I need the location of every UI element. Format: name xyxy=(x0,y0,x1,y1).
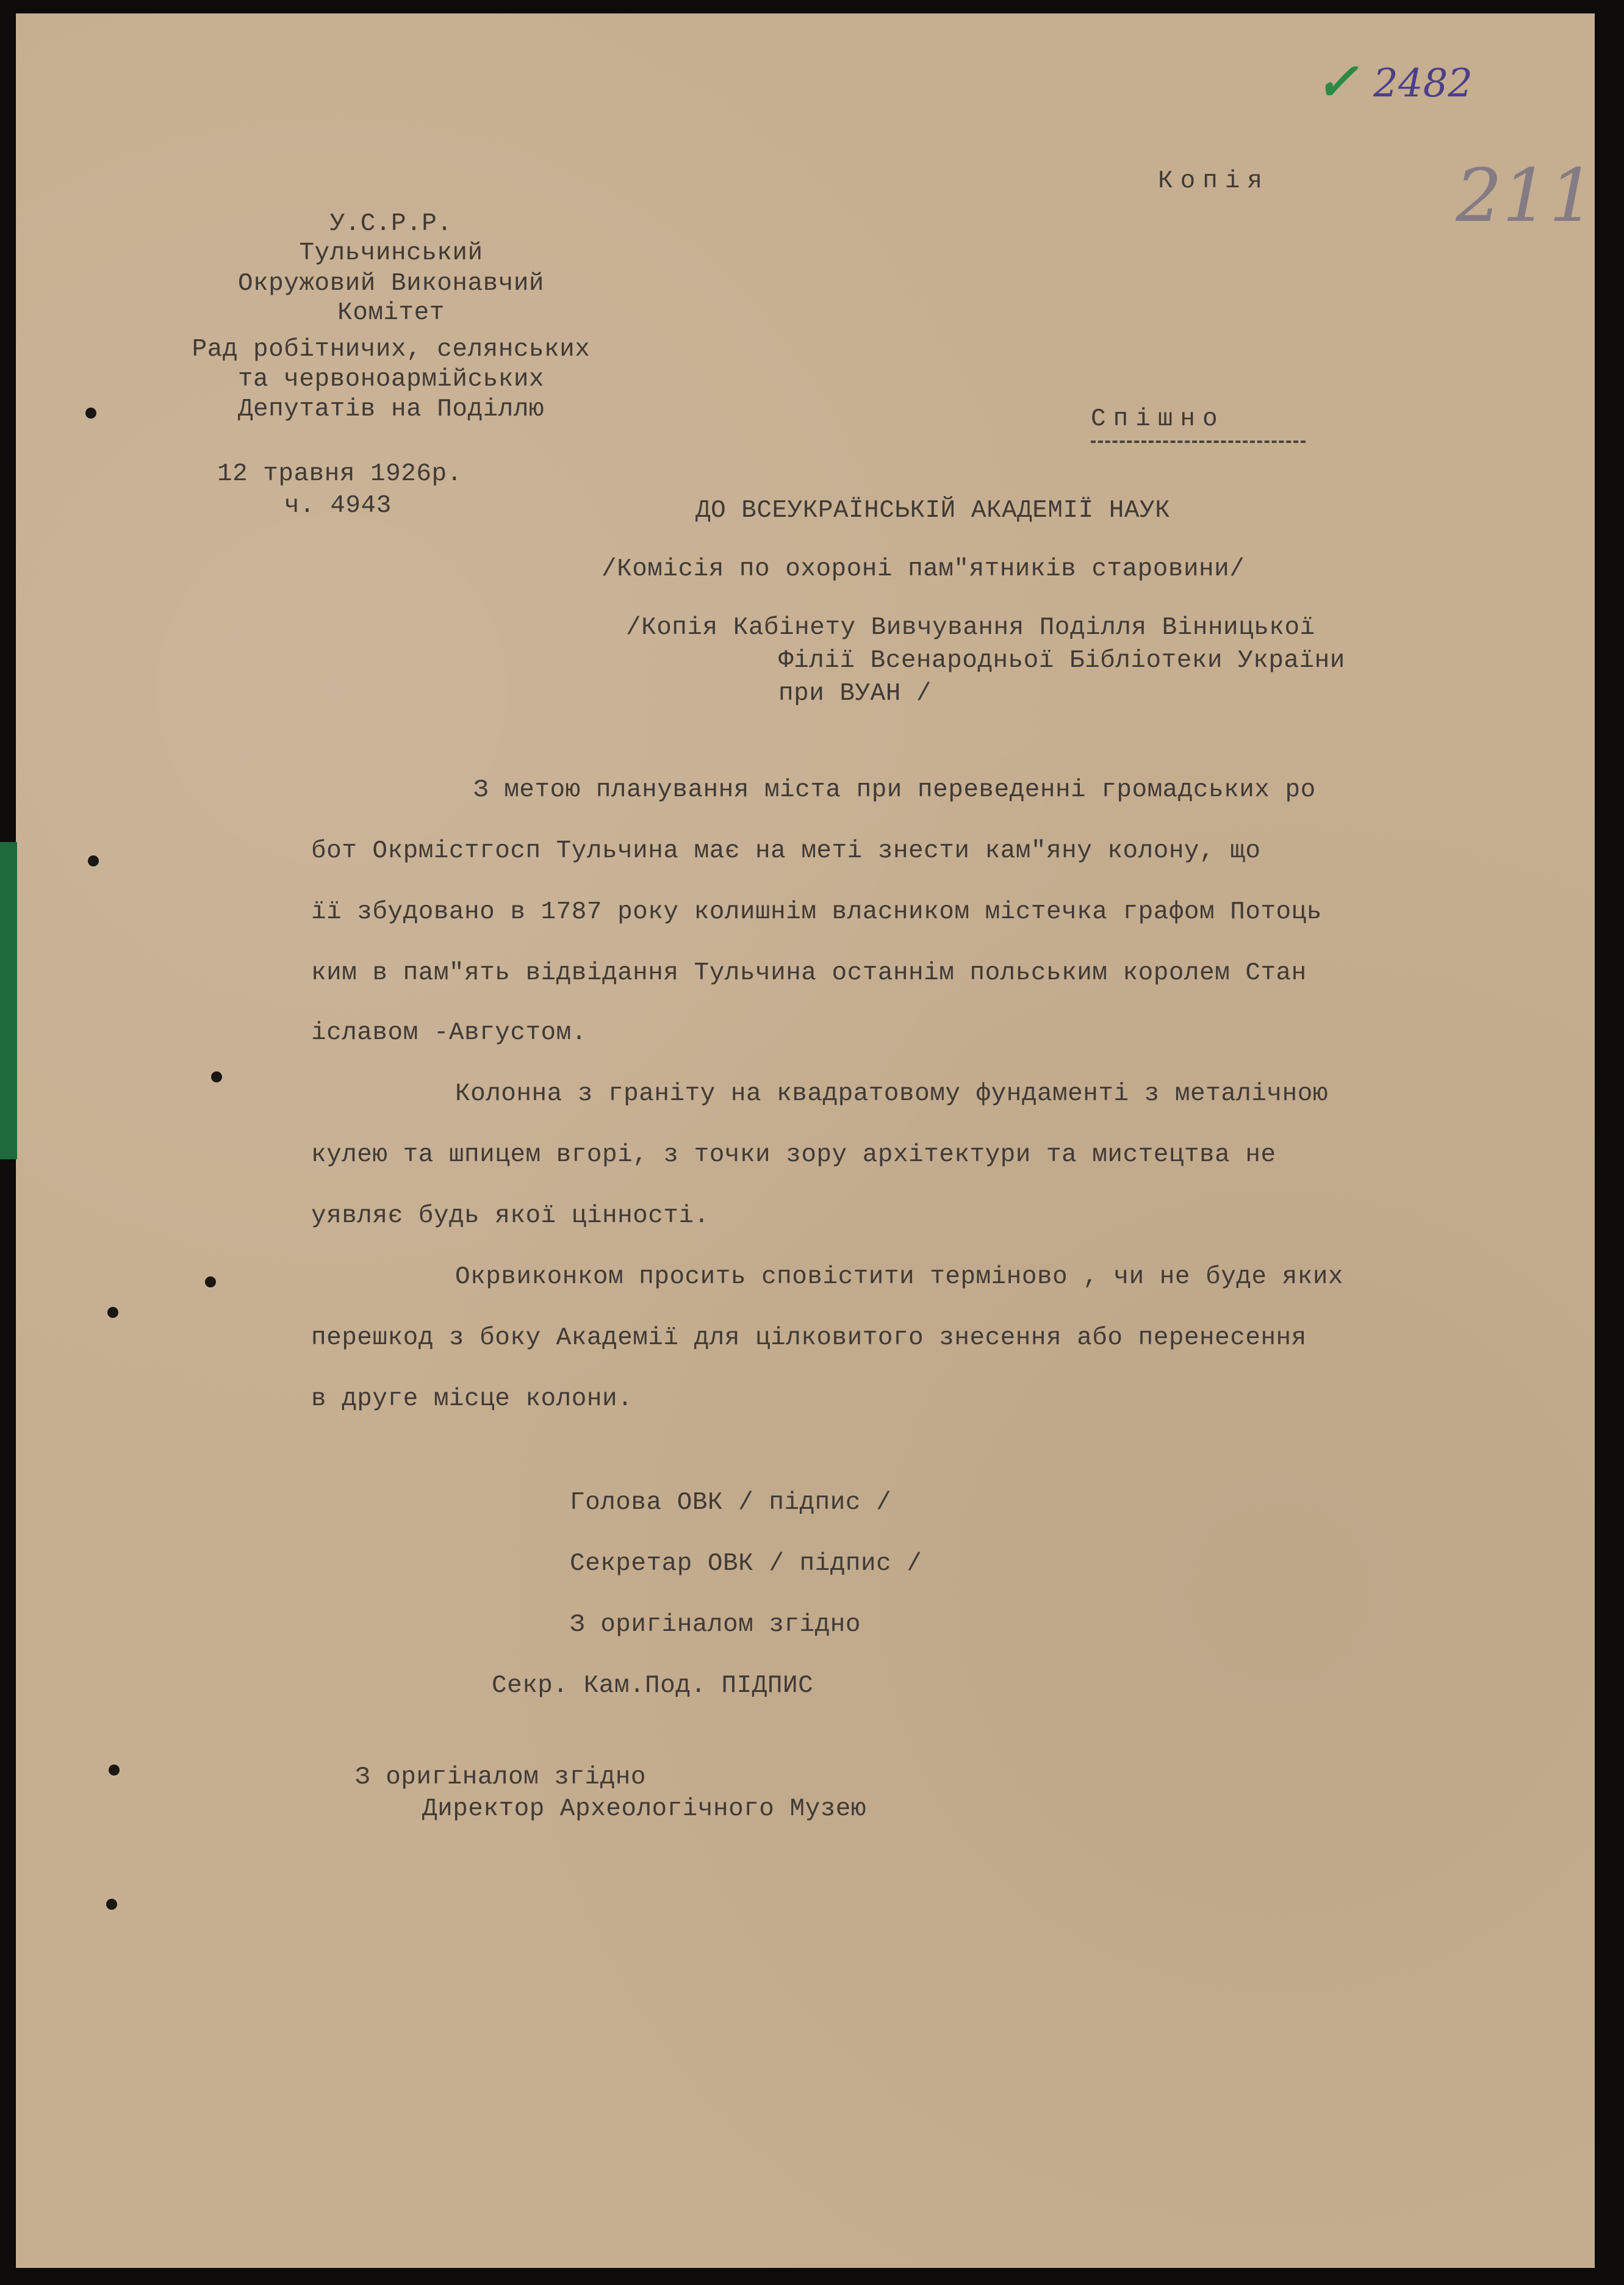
binding-strip xyxy=(0,842,17,1159)
document-page xyxy=(16,13,1595,2268)
document-number: ч. 4943 xyxy=(284,492,392,520)
body-line: її збудовано в 1787 року колишнім власником містечка графом Потоць xyxy=(311,898,1322,926)
signature-line: З оригіналом згідно xyxy=(570,1611,861,1639)
signature-line: Секретар ОВК / підпис / xyxy=(570,1550,922,1578)
copy-label: Копія xyxy=(1158,167,1270,195)
sender-line: та червоноармійських xyxy=(237,365,545,394)
punch-hole xyxy=(85,408,96,419)
archive-number: 2482 xyxy=(1373,61,1473,106)
sender-line: Окружовий Виконавчий xyxy=(237,270,545,298)
body-line: З метою планування міста при переведенні громадських ро xyxy=(473,776,1316,804)
signature-line: Голова ОВК / підпис / xyxy=(570,1489,892,1517)
body-line: Колонна з граніту на квадратовому фундаменті з металічною xyxy=(455,1080,1328,1108)
signature-line: Директор Археологічного Музею xyxy=(422,1795,867,1823)
checkmark-icon: ✓ xyxy=(1315,51,1359,112)
body-line: уявляє будь якої цінності. xyxy=(311,1202,710,1230)
addressee-line: /Комісія по охороні пам"ятників старовини/ xyxy=(602,555,1245,583)
sender-line: Рад робітничих, селянських xyxy=(192,336,591,364)
body-line: Окрвиконком просить сповістити терміново , чи не буде яких xyxy=(455,1263,1344,1291)
addressee-line: ДО ВСЕУКРАЇНСЬКІЙ АКАДЕМІЇ НАУК xyxy=(695,497,1171,525)
body-line: бот Окрмістгосп Тульчина має на меті знести кам"яну колону, що xyxy=(311,837,1261,865)
body-line: іславом -Августом. xyxy=(311,1019,587,1047)
sender-line: Комітет xyxy=(337,299,445,327)
punch-hole xyxy=(205,1276,216,1287)
body-line: ким в пам"ять відвідання Тульчина останнім польським королем Стан xyxy=(311,959,1307,987)
punch-hole xyxy=(106,1899,117,1910)
punch-hole xyxy=(88,855,99,866)
punch-hole xyxy=(211,1071,222,1082)
addressee-line: Філії Всенародньої Бібліотеки України xyxy=(778,647,1345,675)
punch-hole xyxy=(107,1307,118,1318)
addressee-line: /Копія Кабінету Вивчування Поділля Вінницької xyxy=(626,614,1315,642)
sender-line: Тульчинський xyxy=(299,239,483,267)
page-number: 211 xyxy=(1456,154,1596,239)
urgent-label: Спішно xyxy=(1091,405,1225,433)
punch-hole xyxy=(109,1765,120,1776)
addressee-line: при ВУАН / xyxy=(778,680,932,708)
signature-line: З оригіналом згідно xyxy=(355,1763,646,1791)
body-line: в друге місце колони. xyxy=(311,1385,633,1413)
urgent-underline xyxy=(1091,441,1306,443)
signature-line: Секр. Кам.Под. ПІДПИС xyxy=(492,1672,814,1700)
sender-line: Депутатів на Поділлю xyxy=(237,395,545,423)
document-date: 12 травня 1926р. xyxy=(217,460,462,488)
sender-line: У.С.Р.Р. xyxy=(329,210,453,238)
body-line: кулею та шпицем вгорі, з точки зору архітектури та мистецтва не xyxy=(311,1141,1276,1169)
body-line: перешкод з боку Академії для цілковитого знесення або перенесення xyxy=(311,1324,1307,1352)
